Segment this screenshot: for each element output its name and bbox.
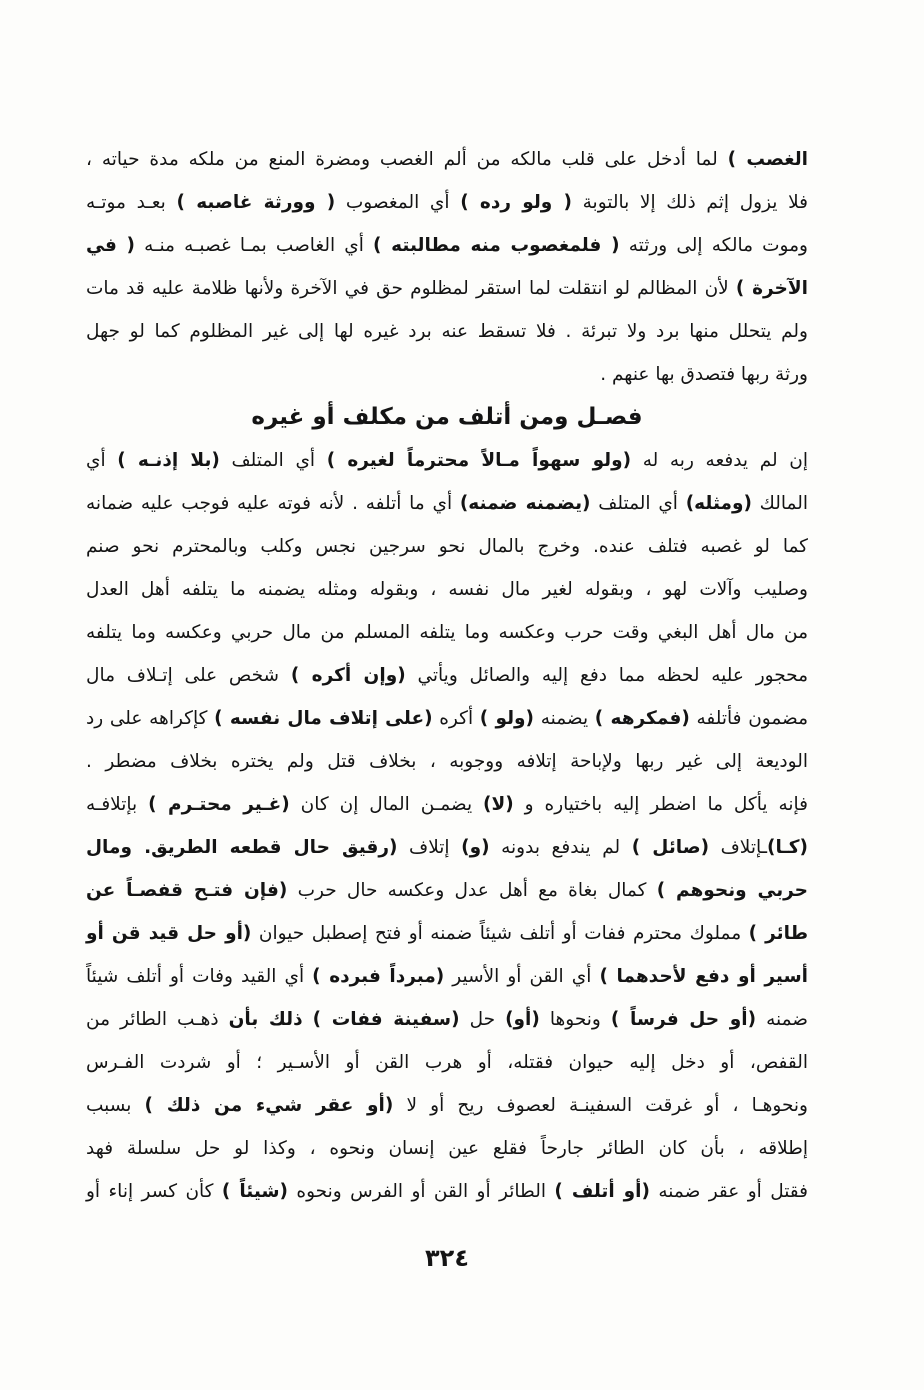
text-line bbox=[86, 525, 808, 568]
bold-text-segment: (رقيق حال قطعه الطريق. ومال bbox=[86, 837, 398, 858]
bold-text-segment: ( ولو رده ) bbox=[460, 192, 572, 213]
text-line bbox=[86, 955, 808, 998]
bold-text-segment: ( في bbox=[86, 235, 135, 256]
text-line bbox=[86, 912, 808, 955]
section-heading: فصـل ومن أتلف من مكلف أو غيره bbox=[251, 404, 643, 430]
text-segment: أي القيد وفات أو أتلف شيئاً bbox=[86, 966, 313, 987]
text-segment: الوديعة إلى غير ربها ولإباحة إتلافه ووجوبه ، بخلاف قتل ولم يختره بخلاف مضطر . bbox=[86, 751, 808, 772]
bold-text-segment: (أو عقر شيء من ذلك ) bbox=[144, 1095, 394, 1116]
text-line bbox=[86, 1170, 808, 1213]
text-segment: كمال بغاة مع أهل عدل وعكسه حال حرب bbox=[287, 880, 657, 901]
text-segment: كأن كسر إناء أو bbox=[86, 1181, 222, 1202]
text-segment: أي bbox=[86, 450, 118, 471]
bold-text-segment: (ومثله) bbox=[685, 493, 752, 514]
text-segment: لما أدخل على قلب مالكه من ألم الغصب ومضرة المنع من ملكه مدة حياته ، bbox=[86, 149, 728, 170]
bold-text-segment: طائر ) bbox=[748, 923, 808, 944]
text-segment: ضمنه bbox=[756, 1009, 808, 1030]
text-line bbox=[86, 998, 808, 1041]
bold-text-segment: (غـير محتـرم ) bbox=[148, 794, 290, 815]
bold-text-segment: (يضمنه ضمنه) bbox=[459, 493, 591, 514]
text-segment: أي المتلف bbox=[219, 450, 327, 471]
text-segment: بإتلافـه bbox=[86, 794, 149, 815]
text-segment: إن لم يدفعه ربه له bbox=[631, 450, 808, 471]
text-segment: لأن المظالم لو انتقلت لما استقر لمظلوم حق في الآخرة ولأنها ظلامة عليه قد مات bbox=[86, 278, 736, 299]
text-segment: حل bbox=[459, 1009, 506, 1030]
bold-text-segment: حربي ونحوهم ) bbox=[656, 880, 808, 901]
text-segment: لم يندفع بدونه bbox=[489, 837, 632, 858]
bold-text-segment: (وإن أكره ) bbox=[290, 665, 406, 686]
paragraph-1 bbox=[86, 138, 808, 396]
bold-text-segment: (أو) bbox=[505, 1009, 540, 1030]
text-segment bbox=[303, 1009, 313, 1030]
bold-text-segment: (لا) bbox=[483, 794, 514, 815]
text-segment: وموت مالكه إلى ورثته bbox=[619, 235, 808, 256]
text-segment: وصليب وآلات لهو ، وبقوله لغير مال نفسه ، وبقوله ومثله يضمنه ما يتلفه أهل العدل bbox=[86, 579, 808, 600]
text-line bbox=[86, 310, 808, 353]
text-line bbox=[86, 224, 808, 267]
text-line bbox=[86, 267, 808, 310]
text-segment: شخص على إتـلاف مال bbox=[86, 665, 291, 686]
text-line bbox=[86, 697, 808, 740]
text-segment: القفص، أو دخل إليه حيوان فقتله، أو هرب القن أو الأسـير ؛ أو شردت الفـرس bbox=[86, 1052, 808, 1073]
bold-text-segment: (شيئاً ) bbox=[221, 1181, 289, 1202]
text-line bbox=[86, 740, 808, 783]
text-segment: إتلاف bbox=[397, 837, 462, 858]
text-segment: مضمون فأتلفه bbox=[689, 708, 809, 729]
text-line bbox=[86, 1084, 808, 1127]
text-segment: فإنه يأكل ما اضطر إليه باختياره و bbox=[513, 794, 808, 815]
bold-text-segment: (كـا) bbox=[767, 837, 808, 858]
text-segment: كما لو غصبه فتلف عنده. وخرج بالمال نحو سرجين نجس وكلب وبالمحترم نحو صنم bbox=[86, 536, 808, 557]
text-line bbox=[86, 1127, 808, 1170]
text-segment: فقتل أو عقر ضمنه bbox=[649, 1181, 808, 1202]
bold-text-segment: أسير أو دفع لأحدهما ) bbox=[599, 966, 809, 987]
text-segment: أي المتلف bbox=[590, 493, 686, 514]
bold-text-segment: (ولو سهواً مـالاً محترماً لغيره ) bbox=[326, 450, 632, 471]
text-segment: كإكراهه على رد bbox=[86, 708, 215, 729]
text-line bbox=[86, 181, 808, 224]
text-segment: الطائر أو القن أو الفرس ونحوه bbox=[288, 1181, 555, 1202]
text-segment: ونحوها bbox=[539, 1009, 611, 1030]
bold-text-segment: الغصب ) bbox=[727, 149, 808, 170]
text-segment: ورثة ربها فتصدق بها عنهم . bbox=[600, 364, 808, 385]
text-segment: مملوك محترم ففات أو أتلف شيئاً ضمنه أو فتح إصطبل حيوان bbox=[251, 923, 749, 944]
paragraph-2 bbox=[86, 439, 808, 1213]
bold-text-segment: (أو حل قيد قن أو bbox=[86, 923, 252, 944]
bold-text-segment: ( فلمغصوب منه مطالبته ) bbox=[373, 235, 620, 256]
text-segment: من مال أهل البغي وقت حرب وعكسه وما يتلفه المسلم من مال حربي وعكسه وما يتلفه bbox=[86, 622, 808, 643]
bold-text-segment: (و) bbox=[461, 837, 490, 858]
text-line bbox=[86, 826, 808, 869]
bold-text-segment: (أو حل فرساً ) bbox=[610, 1009, 757, 1030]
text-line bbox=[86, 353, 808, 396]
bold-text-segment: (صائل ) bbox=[631, 837, 710, 858]
text-segment: أي المغصوب bbox=[335, 192, 461, 213]
text-segment: ونحوهـا ، أو غرقت السفينـة لعصوف ريح أو لا bbox=[393, 1095, 808, 1116]
text-segment: أي القن أو الأسير bbox=[444, 966, 600, 987]
text-segment: المالك bbox=[751, 493, 809, 514]
text-line bbox=[86, 654, 808, 697]
bold-text-segment: (أو أتلف ) bbox=[554, 1181, 650, 1202]
text-segment: ـإتلاف bbox=[709, 837, 768, 858]
text-line bbox=[86, 611, 808, 654]
text-line bbox=[86, 439, 808, 482]
text-segment: بسبب bbox=[86, 1095, 145, 1116]
bold-text-segment: (فإن فتـح قفصـاً عن bbox=[86, 880, 288, 901]
text-segment: يضمنه bbox=[534, 708, 595, 729]
text-line bbox=[86, 869, 808, 912]
bold-text-segment: ذلك بأن bbox=[228, 1009, 303, 1030]
text-line bbox=[86, 783, 808, 826]
text-segment: يضمـن المال إن كان bbox=[289, 794, 484, 815]
bold-text-segment: (ولو ) bbox=[479, 708, 535, 729]
bold-text-segment: الآخرة ) bbox=[735, 278, 808, 299]
book-page bbox=[86, 138, 808, 1213]
bold-text-segment: (سفينة ففات ) bbox=[312, 1009, 460, 1030]
bold-text-segment: (مبرداً فبرده ) bbox=[312, 966, 445, 987]
text-line bbox=[86, 482, 808, 525]
bold-text-segment: (بلا إذنـه ) bbox=[117, 450, 220, 471]
text-segment: ذهـب الطائر من bbox=[86, 1009, 229, 1030]
page-number: ٣٢٤ bbox=[425, 1244, 469, 1272]
text-line bbox=[86, 138, 808, 181]
text-segment: محجور عليه لحظه مما دفع إليه والصائل ويأتي bbox=[405, 665, 809, 686]
text-line bbox=[86, 568, 808, 611]
text-segment: إطلاقه ، بأن كان الطائر جارحاً فقلع عين إنسان ونحوه ، وكذا لو حل سلسلة فهد bbox=[86, 1138, 808, 1159]
text-segment: ولم يتحلل منها برد ولا تبرئة . فلا تسقط عنه برد غيره لها إلى غير المظلوم كما لو جهل bbox=[86, 321, 808, 342]
bold-text-segment: (فمكرهه ) bbox=[594, 708, 690, 729]
text-line bbox=[86, 1041, 808, 1084]
bold-text-segment: ( وورثة غاصبه ) bbox=[176, 192, 336, 213]
text-segment: أي الغاصب بمـا غصبـه منـه bbox=[134, 235, 374, 256]
text-segment: أكره bbox=[432, 708, 480, 729]
text-segment: بعـد موتـه bbox=[86, 192, 177, 213]
text-segment: أي ما أتلفه . لأنه فوته عليه فوجب عليه ضمانه bbox=[86, 493, 460, 514]
bold-text-segment: (على إتلاف مال نفسه ) bbox=[214, 708, 433, 729]
text-segment: فلا يزول إثم ذلك إلا بالتوبة bbox=[571, 192, 808, 213]
